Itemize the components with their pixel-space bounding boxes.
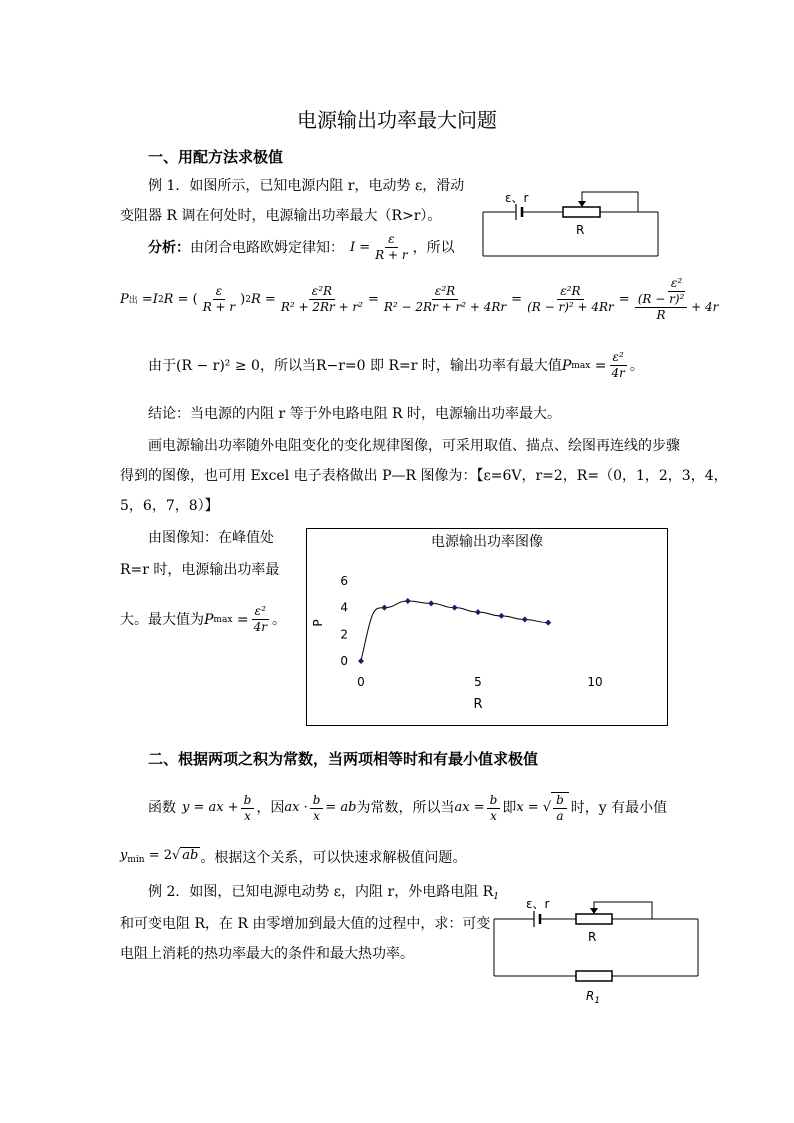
- chart-ytick-label: 6: [340, 574, 348, 588]
- example2-line2: 和可变电阻 R，在 R 由零增加到最大值的过程中，求：可变: [120, 916, 491, 932]
- circuit1-diagram: [478, 184, 668, 260]
- condition-line: 由于(R − r)² ≥ 0，所以当 R−r=0 即 R=r 时，输出功率有最大值 P max = $\frac{\text{ε²}}{4r}$ 。: [148, 350, 644, 380]
- circuit2-resistor-label: R: [588, 930, 597, 944]
- chart-title: 电源输出功率图像: [431, 534, 543, 550]
- analysis-tail: ，所以: [412, 239, 455, 256]
- rheostat-body: [563, 207, 600, 217]
- example1-line1: 例 1．如图所示，已知电源内阻 r，电动势 ε，滑动: [148, 178, 465, 194]
- graph-note-line2: R=r 时，电源输出功率最: [120, 562, 280, 578]
- analysis-line: 分析： 由闭合电路欧姆定律知： I = $\frac{\varepsilon}{R + r}$ ，所以: [148, 232, 455, 262]
- circuit1-source-label: ε、r: [505, 191, 529, 205]
- function-line: 函数 y = ax + $\frac{b}{x}$ ，因 ax · $\frac{b}{x}$ = ab 为常数，所以当 ax = $\frac{b}{x}$ 即 x = √ $\frac{b}{a}$ 时，y 有最小值: [148, 792, 668, 823]
- chart-xtick-label: 5: [474, 675, 482, 689]
- circuit2-diagram: [486, 892, 706, 1010]
- power-chart: [306, 528, 668, 726]
- para-line1: 画电源输出功率随外电阻变化的变化规律图像，可采用取值、描点、绘图再连线的步骤: [148, 438, 680, 454]
- graph-note-line3: 大。最大值为 P max = $\frac{\text{ε²}}{4r}$ 。: [120, 604, 286, 634]
- chart-ytick-label: 4: [340, 600, 348, 615]
- para-line2: 得到的图像，也可用 Excel 电子表格做出 P—R 图像为：【ε=6V，r=2，R=（0，1，2，3，4，: [120, 468, 728, 484]
- power-formula: P 出 = I 2 R = ( $\frac{\varepsilon}{R + r}$ ) 2 R = $\frac{\text{ε²R}}{\text{R² + 2Rr + r²}}$ = $\frac{\text{ε²R}}{\text{R² − 2Rr + r² + 4Rr}}$ = $\frac{\text{ε²R}}{\text{(R − r)² + 4Rr}}$ = ε² $\frac{\text{(R − r)²}}{R}$ + 4r: [120, 276, 719, 322]
- para-line3: 5，6，7，8）】: [120, 498, 219, 514]
- chart-xtick-label: 10: [587, 675, 603, 689]
- chart-ytick-label: 0: [340, 654, 348, 668]
- external-resistor: [576, 971, 612, 981]
- circuit2-source-label: ε、r: [526, 897, 550, 911]
- section2-heading: 二、根据两项之积为常数，当两项相等时和有最小值求极值: [148, 750, 539, 768]
- circuit2-resistor2-label: $R_1$: [586, 989, 601, 1006]
- example2-line3: 电阻上消耗的热功率最大的条件和最大热功率。: [120, 946, 414, 962]
- page-title: 电源输出功率最大问题: [297, 108, 497, 132]
- chart-ytick-label: 2: [340, 627, 348, 642]
- chart-xlabel: R: [473, 697, 483, 712]
- conclusion: 结论：当电源的内阻 r 等于外电路电阻 R 时，电源输出功率最大。: [148, 406, 562, 422]
- example1-line2: 变阻器 R 调在何处时，电源输出功率最大（R>r）。: [120, 208, 442, 224]
- formula-I: I: [350, 239, 356, 255]
- section1-heading: 一、用配方法求极值: [148, 148, 284, 166]
- minimum-line: $y_{min} = 2√$ ab 。根据这个关系，可以快速求解极值问题。: [120, 848, 467, 866]
- ohm-fraction: $\frac{\varepsilon}{R + r}$: [375, 232, 408, 262]
- graph-note-line1: 由图像知：在峰值处: [148, 530, 274, 546]
- example2-line1: 例 2．如图，已知电源电动势 ε，内阻 r，外电路电阻 $R_1$: [148, 884, 499, 902]
- chart-xtick-label: 0: [357, 675, 365, 689]
- chart-ylabel: P: [311, 619, 325, 627]
- slider-arrow: [578, 201, 586, 207]
- variable-resistor: [576, 914, 612, 924]
- analysis-text: 由闭合电路欧姆定律知：: [190, 239, 344, 256]
- chart-frame: [307, 529, 668, 726]
- circuit1-resistor-label: R: [576, 223, 585, 237]
- analysis-label: 分析：: [148, 239, 190, 256]
